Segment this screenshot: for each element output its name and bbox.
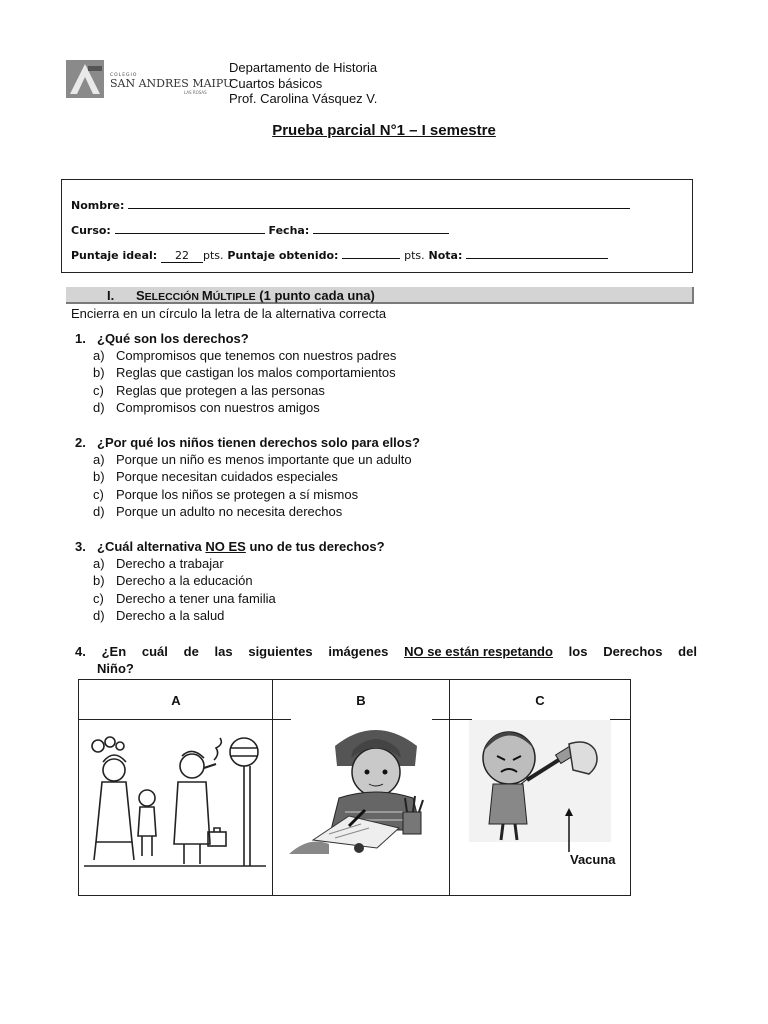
grade-field[interactable] [466,248,608,259]
vaccine-caption: Vacuna [570,852,616,867]
image-c-child-vaccine[interactable] [469,720,611,847]
image-options-table [78,679,631,896]
question-4-line-2: Niño? [97,661,134,676]
question-1: 1. ¿Qué son los derechos? [75,331,249,346]
arrow-up-icon [563,808,575,852]
obtained-field[interactable] [342,248,400,259]
svg-text:COLEGIO: COLEGIO [110,73,138,78]
ideal-score: 22 [161,249,203,263]
option-1a[interactable]: a) Compromisos que tenemos con nuestros padres [93,348,397,363]
svg-text:SAN ANDRES MAIPU: SAN ANDRES MAIPU [110,77,233,90]
column-divider [449,680,450,895]
question-2: 2. ¿Por qué los niños tienen derechos solo para ellos? [75,435,420,450]
question-3: 3. ¿Cuál alternativa NO ES uno de tus derechos? [75,539,385,554]
question-4-line-1: 4. ¿En cuál de las siguientes imágenes NO se están respetando los Derechos del [75,644,697,659]
column-b-label: B [356,693,366,708]
department: Departamento de Historia [229,60,378,75]
option-3d[interactable]: d) Derecho a la salud [93,608,225,623]
name-label: Nombre: [71,199,125,212]
question-4 [75,643,697,677]
image-a-smoking-family[interactable] [84,732,266,875]
section-number: I. [107,288,115,303]
school-logo [66,60,233,98]
page-title: Prueba parcial N°1 – I semestre [272,122,496,139]
svg-text:LAS ROSAS: LAS ROSAS [184,90,207,95]
section-title: SELECCIÓN MÚLTIPLE (1 punto cada una) [136,288,375,303]
date-label: Fecha: [268,224,310,237]
emphasis-no-respetando: NO se están respetando [404,644,553,659]
option-1c[interactable]: c) Reglas que protegen a las personas [93,383,325,398]
section-points: (1 punto cada una) [259,288,375,303]
image-b-child-studying[interactable] [289,720,439,859]
option-2d[interactable]: d) Porque un adulto no necesita derechos [93,504,343,519]
name-field[interactable] [128,198,630,209]
name-row [71,198,630,212]
instructions: Encierra en un círculo la letra de la alternativa correcta [71,306,387,321]
pts-label: pts. [203,249,224,262]
section-header [66,287,694,304]
date-field[interactable] [313,223,449,234]
course-field[interactable] [115,223,265,234]
emphasis-no-es: NO ES [205,539,246,554]
column-a-label: A [171,693,181,708]
column-divider [272,680,273,895]
option-2c[interactable]: c) Porque los niños se protegen a sí mismos [93,487,359,502]
course-date-row [71,223,449,237]
header-info [229,60,377,107]
header-rule [79,719,291,720]
student-info-box [61,179,693,273]
ideal-label: Puntaje ideal: [71,249,158,262]
column-c-label: C [535,693,545,708]
course-level: Cuartos básicos [229,75,323,91]
option-1b[interactable]: b) Reglas que castigan los malos comportamientos [93,365,396,380]
score-row [71,248,608,263]
header-rule [610,719,631,720]
teacher: Prof. Carolina Vásquez V. [229,91,378,106]
option-2a[interactable]: a) Porque un niño es menos importante que un adulto [93,452,412,467]
option-2b[interactable]: b) Porque necesitan cuidados especiales [93,469,338,484]
grade-label: Nota: [428,249,463,262]
option-3c[interactable]: c) Derecho a tener una familia [93,591,276,606]
course-label: Curso: [71,224,111,237]
option-3b[interactable]: b) Derecho a la educación [93,573,253,588]
option-3a[interactable]: a) Derecho a trabajar [93,556,224,571]
option-1d[interactable]: d) Compromisos con nuestros amigos [93,400,320,415]
obtained-label: Puntaje obtenido: [227,249,339,262]
pts-label-2: pts. [404,249,425,262]
